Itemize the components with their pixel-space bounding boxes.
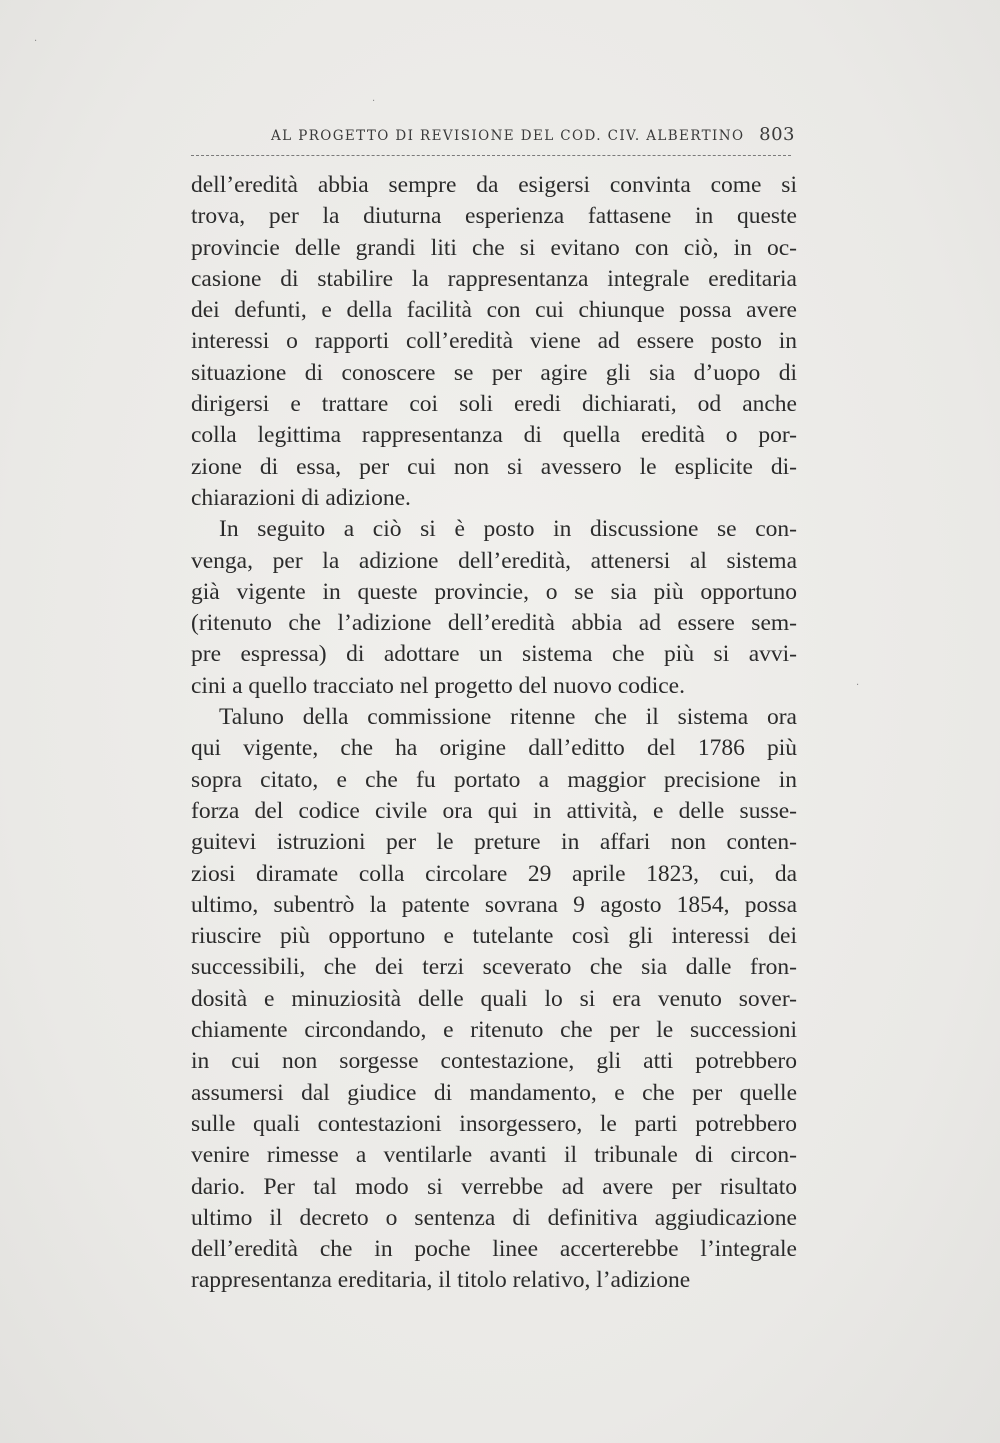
- text-line: In seguito a ciò si è posto in discussione se con-: [219, 516, 797, 543]
- text-line: già vigente in queste provincie, o se sia più opportuno: [191, 578, 797, 605]
- text-line: riuscire più opportuno e tutelante così gli interessi dei: [191, 923, 797, 950]
- text-line: dell’eredità che in poche linee accerterebbe l’integrale: [191, 1236, 797, 1263]
- text-line: chiarazioni di adizione.: [191, 484, 411, 511]
- text-line: sopra citato, e che fu portato a maggior precisione in: [191, 766, 797, 793]
- page-header: [191, 122, 797, 158]
- paper-speck: ·: [34, 36, 38, 47]
- paper-speck: ·: [372, 96, 376, 107]
- text-line: sulle quali contestazioni insorgessero, le parti potrebbero: [191, 1110, 797, 1137]
- text-line: qui vigente, che ha origine dall’editto del 1786 più: [191, 735, 797, 762]
- text-line: successibili, che dei terzi sceverato che sia dalle fron-: [191, 954, 797, 981]
- text-line: dei defunti, e della facilità con cui chiunque possa avere: [191, 297, 797, 324]
- text-line: colla legittima rappresentanza di quella eredità o por-: [191, 422, 797, 449]
- paragraph: [191, 170, 797, 514]
- text-line: dosità e minuziosità delle quali lo si era venuto sover-: [191, 985, 797, 1012]
- text-line: forza del codice civile ora qui in attività, e delle susse-: [191, 797, 797, 824]
- text-line: venga, per la adizione dell’eredità, attenersi al sistema: [191, 547, 797, 574]
- paragraph: [191, 702, 797, 1297]
- text-line: ultimo il decreto o sentenza di definitiva aggiudicazione: [191, 1204, 797, 1231]
- text-line: venire rimesse a ventilarle avanti il tribunale di circon-: [191, 1142, 797, 1169]
- running-head: AL PROGETTO DI REVISIONE DEL COD. CIV. ALBERTINO: [271, 128, 745, 144]
- text-line: ultimo, subentrò la patente sovrana 9 agosto 1854, possa: [191, 891, 797, 918]
- text-line: dario. Per tal modo si verrebbe ad avere per risultato: [191, 1173, 797, 1200]
- page-number: 803: [759, 124, 795, 145]
- text-line: rappresentanza ereditaria, il titolo relativo, l’adizione: [191, 1267, 691, 1294]
- text-line: guitevi istruzioni per le preture in affari non conten-: [191, 829, 797, 856]
- text-line: cini a quello tracciato nel progetto del nuovo codice.: [191, 672, 685, 699]
- text-line: zione di essa, per cui non si avessero le esplicite di-: [191, 453, 797, 480]
- text-line: dirigersi e trattare coi soli eredi dichiarati, od anche: [191, 391, 797, 418]
- text-line: situazione di conoscere se per agire gli sia d’uopo di: [191, 359, 797, 386]
- paper-speck: ·: [856, 680, 860, 691]
- header-rule: [191, 155, 791, 156]
- text-line: chiamente circondando, e ritenuto che per le successioni: [191, 1017, 797, 1044]
- paragraph: [191, 514, 797, 702]
- text-line: (ritenuto che l’adizione dell’eredità abbia ad essere sem-: [191, 610, 797, 637]
- text-line: assumersi dal giudice di mandamento, e che per quelle: [191, 1079, 797, 1106]
- text-line: pre espressa) di adottare un sistema che più si avvi-: [191, 641, 797, 668]
- text-line: interessi o rapporti coll’eredità viene ad essere posto in: [191, 328, 797, 355]
- text-line: in cui non sorgesse contestazione, gli atti potrebbero: [191, 1048, 797, 1075]
- text-line: dell’eredità abbia sempre da esigersi convinta come si: [191, 172, 797, 198]
- body-text: [191, 170, 797, 1297]
- text-line: trova, per la diuturna esperienza fattasene in queste: [191, 203, 797, 230]
- text-line: casione di stabilire la rappresentanza integrale ereditaria: [191, 265, 797, 292]
- text-line: Taluno della commissione ritenne che il sistema ora: [219, 704, 797, 731]
- text-line: ziosi diramate colla circolare 29 aprile 1823, cui, da: [191, 860, 797, 887]
- text-line: provincie delle grandi liti che si evitano con ciò, in oc-: [191, 234, 797, 261]
